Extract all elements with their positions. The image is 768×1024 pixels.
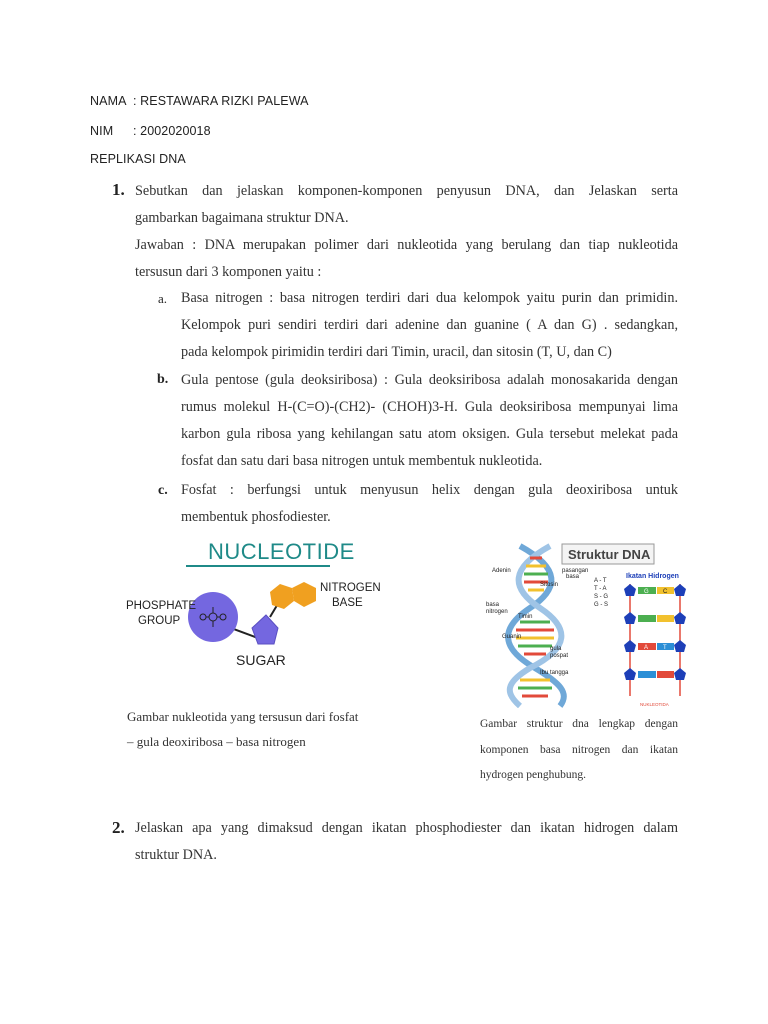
item-b-line: fosfat dan satu dari basa nitrogen untuk membentuk nukleotida. — [181, 453, 543, 469]
label-ikatan-hidrogen: Ikatan Hidrogen — [626, 573, 679, 580]
label-adenin: Adenin — [492, 568, 511, 574]
item-b-line: karbon gula ribosa yang kehilangan satu atom oksigen. Gula tersebut melekat pada — [181, 426, 678, 442]
question-1-text — [135, 178, 678, 286]
pair-label: A - T — [594, 578, 607, 584]
label-timin: Timin — [518, 614, 533, 620]
name-value: : RESTAWARA RIZKI PALEWA — [133, 94, 309, 108]
item-b-text — [181, 367, 678, 475]
question-1-line: gambarkan bagaimana struktur DNA. — [135, 210, 349, 226]
question-2-number: 2. — [112, 818, 125, 837]
item-c-letter: c. — [158, 483, 168, 498]
nim-value: : 2002020018 — [133, 124, 211, 138]
nucleotide-title: NUCLEOTIDE — [208, 539, 355, 564]
question-2-line: struktur DNA. — [135, 847, 217, 863]
question-2-text — [135, 815, 678, 869]
label-gula: pospat — [550, 653, 569, 659]
answer-line: Jawaban : DNA merupakan polimer dari nukleotida yang berulang dan tiap nukleotida — [135, 237, 678, 253]
sugar-pentagon — [252, 615, 278, 644]
caption-line: komponen basa nitrogen dan ikatan — [480, 743, 678, 756]
nucleotide-diagram — [118, 535, 388, 675]
item-b-letter: b. — [157, 372, 169, 387]
label-basa-nitrogen: nitrogen — [486, 609, 508, 615]
question-2-line: Jelaskan apa yang dimaksud dengan ikatan phosphodiester dan ikatan hidrogen dalam — [135, 820, 678, 836]
label-nukleotida: NUKLEOTIDA — [640, 702, 669, 707]
question-1-number: 1. — [112, 180, 125, 199]
question-1-line: Sebutkan dan jelaskan komponen-komponen penyusun DNA, dan Jelaskan serta — [135, 183, 678, 199]
dna-structure-diagram — [480, 538, 690, 708]
label-guanin: Guanin — [502, 634, 522, 640]
ladder-base: A — [644, 645, 649, 651]
phosphate-label: GROUP — [138, 615, 181, 627]
item-b-line: Gula pentose (gula deoksiribosa) : Gula deoksiribosa adalah monosakarida dengan — [181, 372, 678, 388]
item-a-text — [181, 285, 678, 366]
nitrogen-base-label: BASE — [332, 597, 363, 609]
caption-line: – gula deoxiribosa – basa nitrogen — [127, 734, 306, 749]
label-ibu-tangga: Ibu tangga — [540, 670, 569, 676]
item-c-line: Fosfat : berfungsi untuk menyusun helix dengan gula deoxiribosa untuk — [181, 482, 678, 498]
sugar-label: SUGAR — [236, 652, 286, 668]
item-b-line: rumus molekul H-(C=O)-(CH2)- (CHOH)3-H. Gula deoksiribosa mempunyai lima — [181, 399, 678, 415]
item-a-line: Kelompok puri sendiri terdiri dari adenine dan guanine ( A dan G) . sedangkan, — [181, 317, 678, 333]
item-c-line: membentuk phosfodiester. — [181, 509, 331, 525]
name-label: NAMA — [90, 94, 127, 108]
label-pasangan: pasangan — [562, 568, 589, 574]
caption-line: Gambar nukleotida yang tersusun dari fosfat — [127, 709, 359, 724]
label-basa-nitrogen: basa — [486, 602, 500, 608]
label-sitosin: Sitosin — [540, 582, 559, 588]
answer-line: tersusun dari 3 komponen yaitu : — [135, 264, 322, 280]
caption-line: Gambar struktur dna lengkap dengan — [480, 718, 678, 730]
ladder-base: C — [663, 589, 668, 595]
base-ring-1 — [270, 584, 294, 609]
label-basa: basa — [566, 574, 580, 580]
right-figure-caption — [480, 712, 678, 789]
pair-label: G - S — [594, 602, 609, 608]
item-a-letter: a. — [158, 291, 168, 306]
pair-label: S - G — [594, 594, 609, 600]
phosphate-label: PHOSPHATE — [126, 600, 197, 612]
item-c-text — [181, 477, 678, 531]
item-a-line: pada kelompok pirimidin terdiri dari Timin, uracil, dan sitosin (T, U, dan C) — [181, 344, 612, 360]
nim-label: NIM — [90, 124, 114, 138]
pair-label: T - A — [594, 586, 607, 592]
base-ring-2 — [292, 582, 316, 607]
nitrogen-base-label: NITROGEN — [320, 582, 381, 594]
item-a-line: Basa nitrogen : basa nitrogen terdiri dari dua kelompok yaitu purin dan primidin. — [181, 290, 678, 306]
subject-title: REPLIKASI DNA — [90, 152, 186, 166]
caption-line: hydrogen penghubung. — [480, 769, 587, 781]
dna-title: Struktur DNA — [568, 547, 651, 562]
ladder-base: T — [663, 645, 667, 651]
label-gula: gula — [550, 646, 562, 652]
ladder-base: G — [644, 589, 649, 595]
left-figure-caption — [127, 704, 397, 754]
